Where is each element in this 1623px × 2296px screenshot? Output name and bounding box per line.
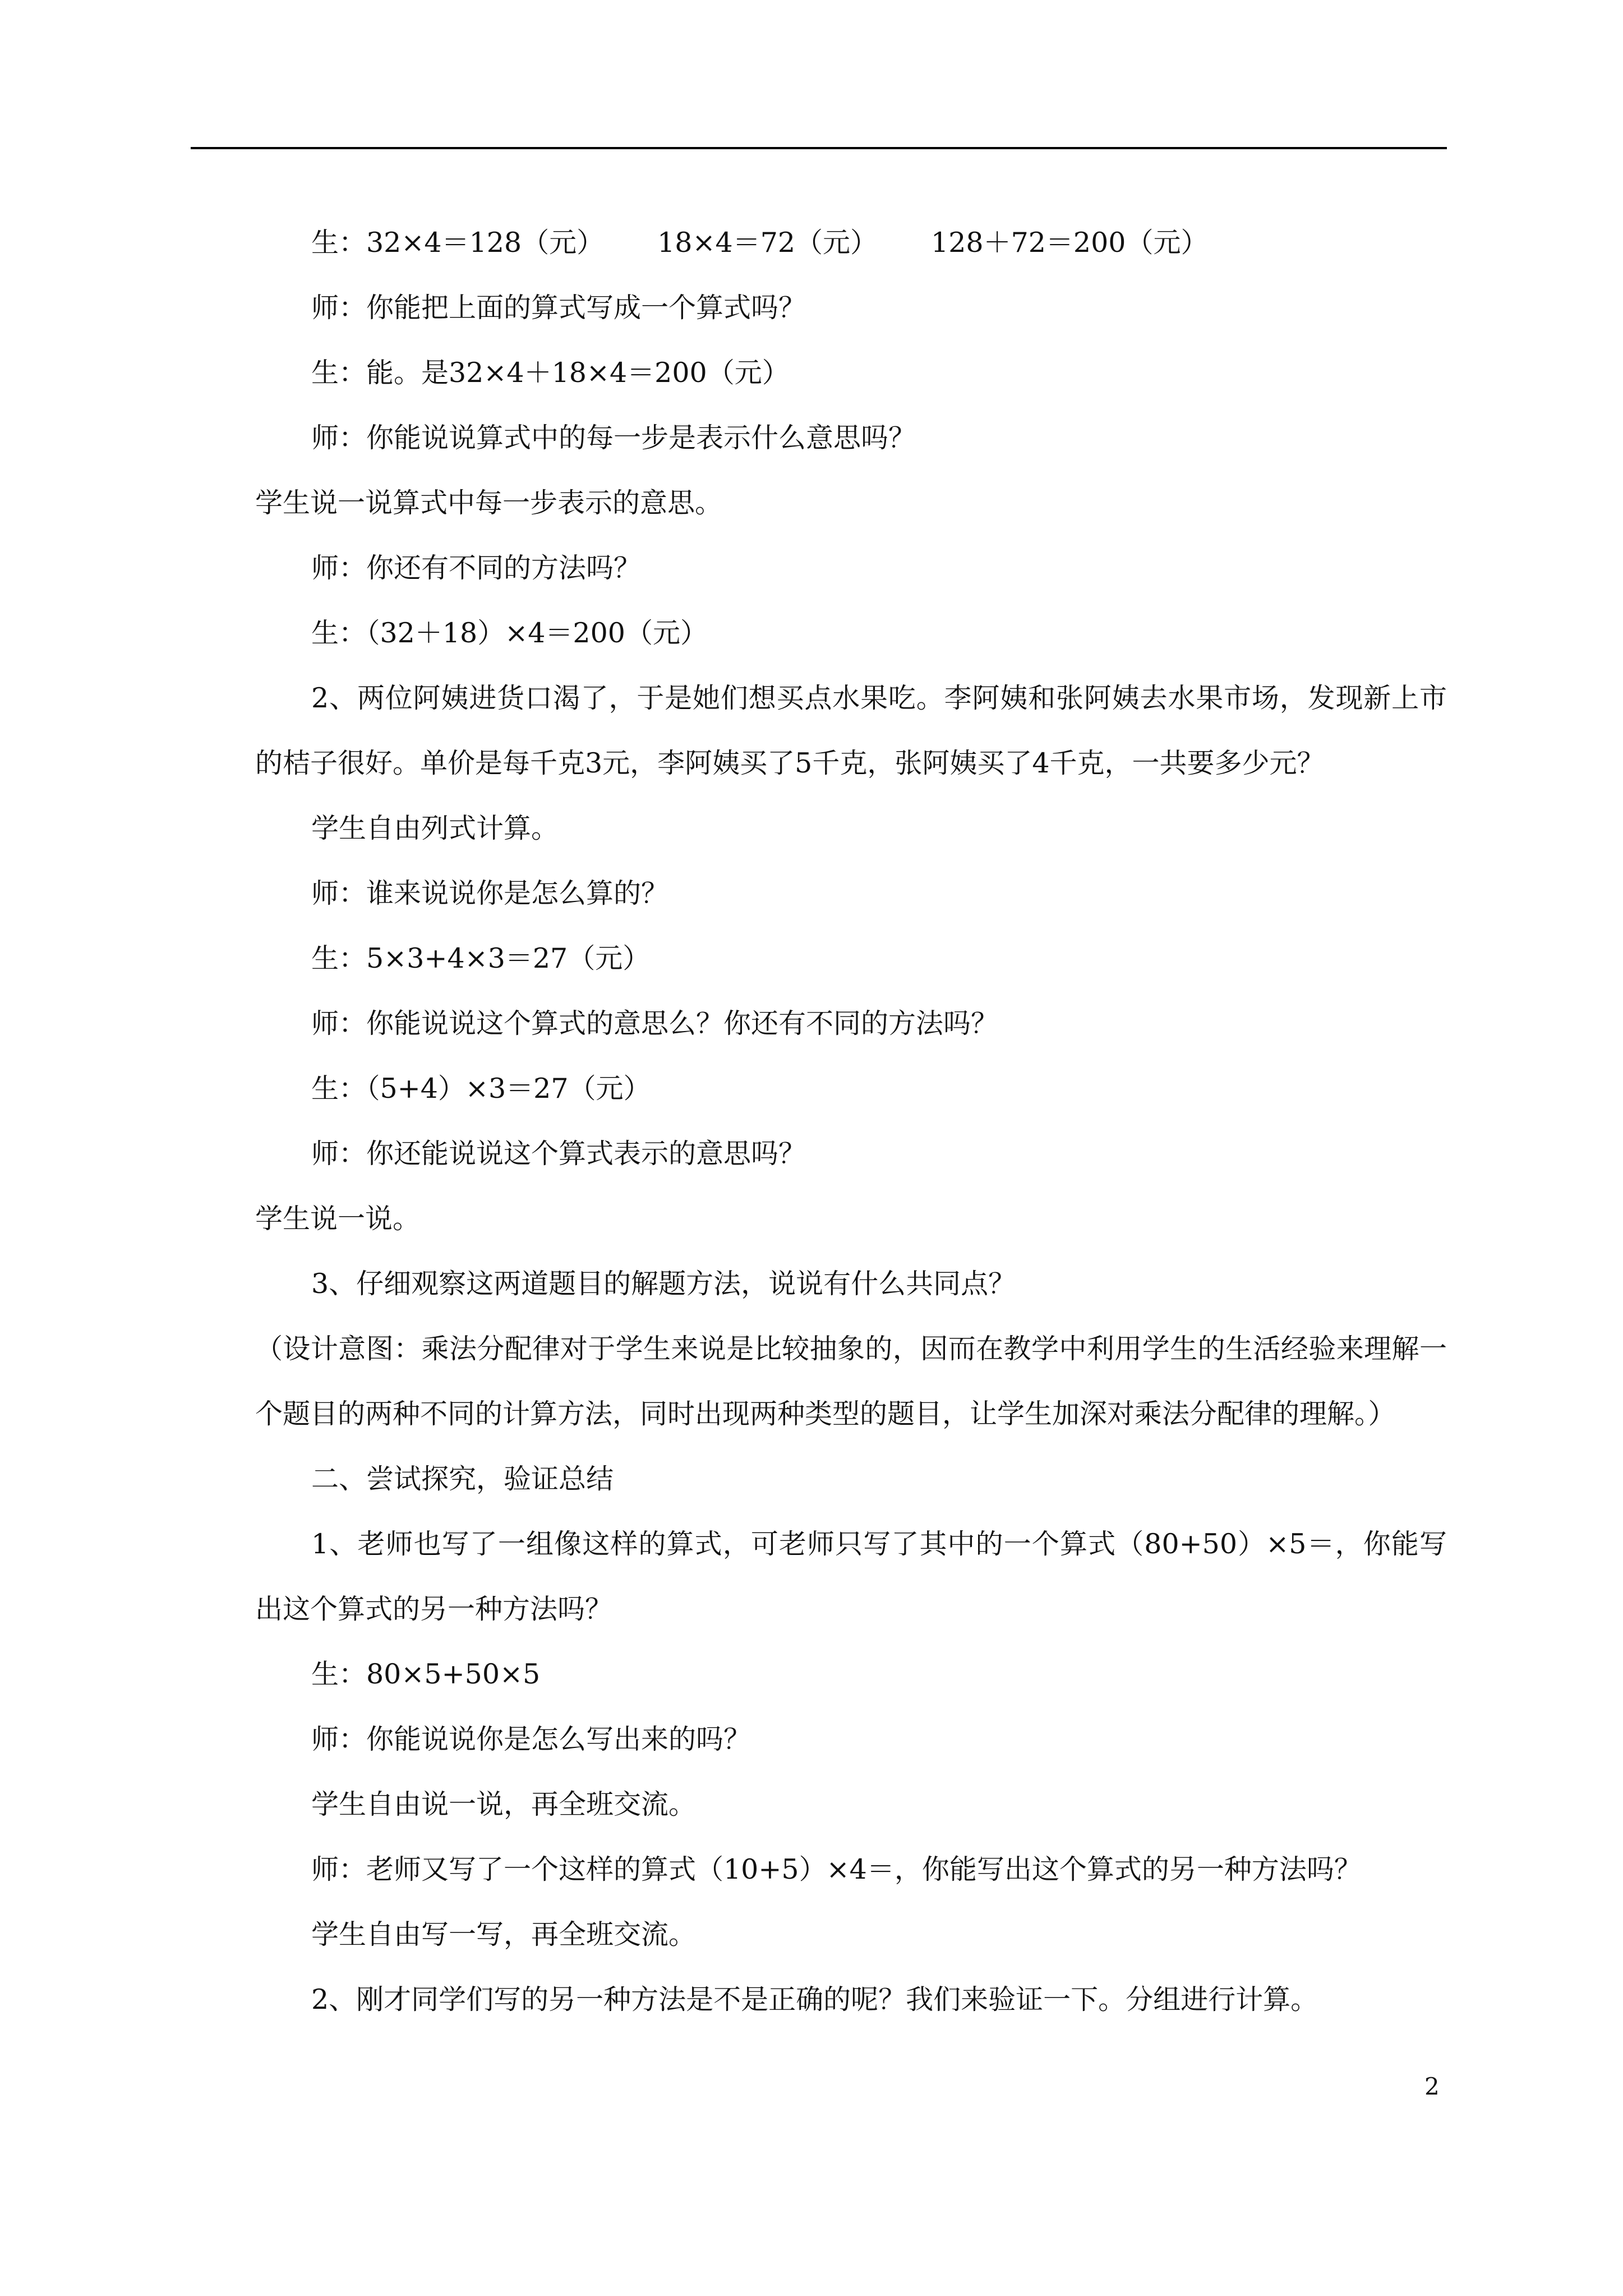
dialogue-line: 学生自由列式计算。	[311, 812, 559, 844]
dialogue-line: 生：能。是32×4＋18×4＝200（元）	[311, 357, 790, 389]
dialogue-line: 师：你能说说这个算式的意思么？你还有不同的方法吗？	[311, 1007, 999, 1039]
dialogue-line: 师：你能把上面的算式写成一个算式吗？	[311, 292, 806, 324]
task-paragraph: 1、老师也写了一组像这样的算式，可老师只写了其中的一个算式（80+50）×5＝，你能写出这个算式的另一种方法吗？	[255, 1528, 1447, 1625]
dialogue-line: 师：你还有不同的方法吗？	[311, 552, 642, 584]
dialogue-line: 学生说一说。	[255, 1203, 421, 1235]
section-heading: 二、尝试探究，验证总结	[311, 1463, 614, 1495]
dialogue-line: 师：谁来说说你是怎么算的？	[311, 877, 669, 909]
dialogue-line: 师：你能说说算式中的每一步是表示什么意思吗？	[311, 422, 916, 454]
equation-part-1: 生：32×4＝128（元）	[311, 227, 605, 259]
dialogue-line: 师：老师又写了一个这样的算式（10+5）×4＝，你能写出这个算式的另一种方法吗？	[311, 1853, 1362, 1885]
dialogue-line: 学生说一说算式中每一步表示的意思。	[255, 487, 723, 519]
equation-part-2: 18×4＝72（元）	[657, 227, 878, 259]
equation-part-3: 128＋72＝200（元）	[931, 227, 1209, 259]
dialogue-line: 生：5×3+4×3＝27（元）	[311, 942, 651, 974]
dialogue-line: 3、仔细观察这两道题目的解题方法，说说有什么共同点？	[311, 1268, 1016, 1300]
dialogue-line: 生：（32＋18）×4＝200（元）	[311, 617, 708, 649]
dialogue-line: 生：80×5+50×5	[311, 1658, 541, 1690]
problem-paragraph: 2、两位阿姨进货口渴了，于是她们想买点水果吃。李阿姨和张阿姨去水果市场，发现新上市的桔子很好。单价是每千克3元，李阿姨买了5千克，张阿姨买了4千克，一共要多少元？	[255, 682, 1447, 779]
dialogue-line: 2、刚才同学们写的另一种方法是不是正确的呢？我们来验证一下。分组进行计算。	[311, 1984, 1318, 2016]
dialogue-line: 学生自由写一写，再全班交流。	[311, 1918, 697, 1950]
header-rule	[191, 147, 1447, 149]
document-body	[255, 210, 1447, 2032]
dialogue-line: 师：你能说说你是怎么写出来的吗？	[311, 1723, 751, 1755]
equation-line-1	[255, 210, 1447, 275]
dialogue-line: 生：（5+4）×3＝27（元）	[311, 1073, 651, 1105]
dialogue-line: 学生自由说一说，再全班交流。	[311, 1788, 697, 1820]
dialogue-line: 师：你还能说说这个算式表示的意思吗？	[311, 1138, 806, 1170]
page-number: 2	[1424, 2073, 1440, 2100]
design-intent-paragraph: （设计意图：乘法分配律对于学生来说是比较抽象的，因而在教学中利用学生的生活经验来理解一个题目的两种不同的计算方法，同时出现两种类型的题目，让学生加深对乘法分配律的理解。）	[255, 1333, 1447, 1430]
